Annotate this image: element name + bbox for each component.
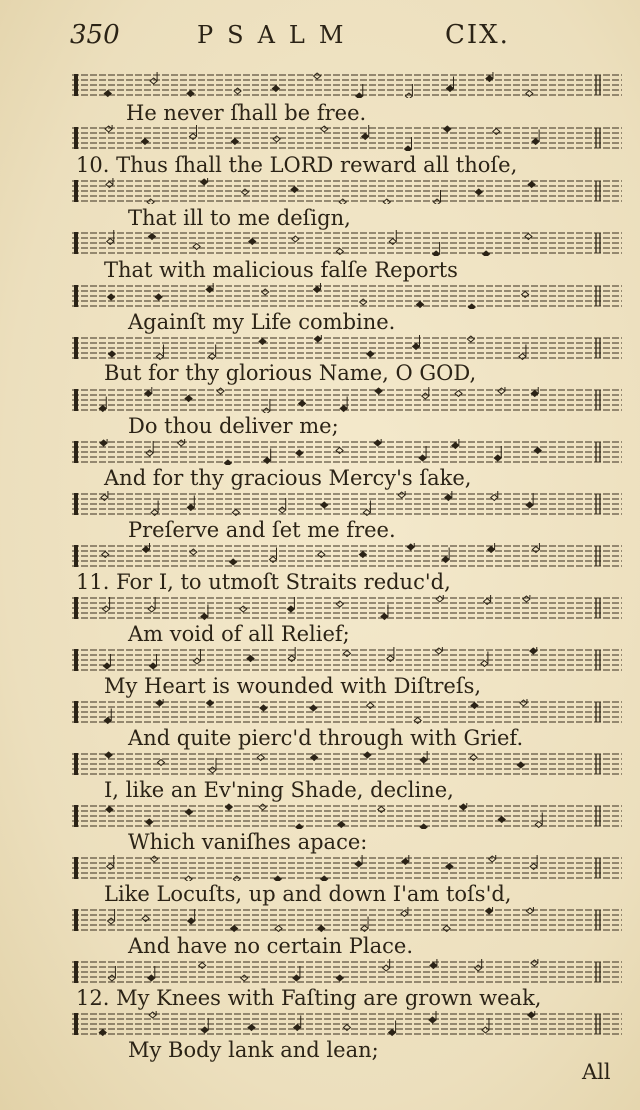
note-head [247,656,254,662]
note-head [104,709,111,724]
note-head [361,917,368,932]
note-head [532,130,539,145]
staff-engraving [72,699,632,725]
clef-mark [74,285,78,307]
note-head [436,595,443,602]
note-head [293,966,300,981]
note-head [336,975,343,981]
music-staff [72,230,632,256]
note-head [519,345,526,360]
note-head [193,244,200,250]
note-head [185,396,192,402]
clef-mark [74,127,78,149]
note-head [259,804,266,810]
note-head [530,855,537,870]
lyric-line: And for thy gracious Mercy's ſake, [104,466,472,490]
note-head [363,501,370,516]
music-staff [72,335,632,361]
note-head [446,864,453,870]
note-head [494,446,501,461]
note-head [367,351,374,357]
note-head [185,809,192,815]
lyric-line: Preſerve and ſet me free. [128,518,396,542]
note-head [318,552,325,558]
note-head [241,189,248,195]
note-head [383,959,390,971]
note-head [217,388,224,394]
note-head [522,292,529,298]
music-staff [72,751,632,777]
lyric-line: 12. My Knees with Faſting are grown weak, [76,986,542,1010]
lyric-line: Like Locuſts, up and down I'am toſs'd, [104,882,512,906]
staff-engraving [72,387,632,413]
clef-mark [74,337,78,359]
staff-engraving [72,230,632,256]
note-head [296,450,303,456]
note-head [526,91,533,97]
note-head [151,856,158,862]
lyric-line: 11. For I, to utmoſt Straits reduc'd, [76,570,451,594]
note-head [269,548,276,563]
note-head [146,819,153,825]
music-staff [72,439,632,465]
note-head [340,397,347,412]
note-head [107,230,114,245]
note-head [259,339,266,345]
note-head [292,236,299,242]
staff-engraving [72,335,632,361]
note-head [481,652,488,667]
note-head [108,351,115,357]
note-head [362,125,369,140]
note-head [106,807,113,813]
music-staff [72,647,632,673]
note-head [336,249,343,255]
note-head [190,125,197,140]
lyric-line: And quite pierc'd through with Grief. [128,726,524,750]
note-head [468,304,475,309]
note-head [262,289,269,295]
note-head [475,959,482,971]
note-head [299,401,306,407]
music-staff [72,907,632,933]
note-head [526,907,533,914]
note-head [447,77,454,92]
note-head [287,597,294,612]
note-head [209,345,216,360]
note-head [530,647,537,654]
catchword: All [582,1060,611,1084]
clef-mark [74,493,78,515]
note-head [498,817,505,823]
note-head [381,605,388,620]
note-head [201,1018,208,1033]
note-head [264,449,271,464]
note-head [375,388,382,394]
note-head [263,399,270,413]
note-head [156,699,163,706]
staff-engraving [72,959,632,985]
note-head [442,548,449,563]
note-head [291,187,298,193]
staff-engraving [72,803,632,829]
lyric-line: Do thou deliver me; [128,414,339,438]
note-head [419,446,426,461]
lyric-line: Am void of all Relief; [128,622,350,646]
note-head [249,239,256,245]
note-head [356,84,363,98]
note-head [364,752,371,758]
note-head [534,448,541,454]
note-head [199,963,206,969]
clef-mark [74,389,78,411]
staff-engraving [72,751,632,777]
note-head [201,178,208,185]
clef-mark [74,74,78,96]
note-head [422,387,429,399]
note-head [460,803,467,810]
staff-engraving [72,647,632,673]
note-head [187,496,194,511]
note-head [190,549,197,555]
lyric-line: Againſt my Life combine. [128,310,396,334]
clef-mark [74,649,78,671]
clef-mark [74,961,78,983]
note-head [294,1016,301,1031]
note-head [336,601,343,607]
note-head [528,1011,535,1018]
lyric-line: But for thy glorious Name, O GOD, [104,361,477,385]
note-head [413,335,420,350]
note-head [311,755,318,761]
note-head [486,907,493,914]
note-head [318,926,325,932]
note-head [260,705,267,711]
staff-engraving [72,439,632,465]
note-head [248,1025,255,1031]
note-head [433,242,440,256]
staff-engraving [72,491,632,517]
note-head [420,751,427,763]
note-head [102,552,109,558]
staff-engraving [72,907,632,933]
note-head [467,336,474,342]
note-head [525,234,532,240]
page-number: 350 [70,20,120,50]
clef-mark [74,232,78,254]
note-head [187,91,194,97]
note-head [482,1018,489,1033]
note-head [105,752,112,758]
staff-engraving [72,543,632,569]
note-head [517,762,524,768]
note-head [103,597,110,612]
note-head [389,230,396,245]
clef-mark [74,597,78,619]
note-head [359,552,366,558]
note-head [148,597,155,612]
clef-mark [74,857,78,879]
note-head [493,129,500,135]
note-head [343,651,350,657]
chapter-number: CIX. [445,20,510,50]
note-head [343,1025,350,1031]
note-head [383,199,390,204]
staff-engraving [72,178,632,204]
note-head [528,182,535,188]
note-head [150,72,157,84]
note-head [338,822,345,828]
note-head [429,1011,436,1023]
note-head [108,909,115,924]
note-head [149,1011,156,1018]
note-head [355,855,362,867]
lyric-line: That with malicious falſe Reports [104,258,458,282]
note-head [417,302,424,308]
note-head [405,84,412,98]
note-head [360,299,367,305]
staff-engraving [72,855,632,881]
music-staff [72,1011,632,1037]
music-staff [72,699,632,725]
note-head [288,647,295,662]
note-head [107,855,114,870]
music-staff [72,283,632,309]
note-head [209,758,216,773]
note-head [336,448,343,454]
lyric-line: And have no certain Place. [128,934,413,958]
note-head [378,807,385,813]
music-staff [72,491,632,517]
note-head [314,73,321,79]
note-head [272,86,279,92]
staff-engraving [72,283,632,309]
note-head [151,501,158,516]
note-head [108,966,115,981]
clef-mark [74,805,78,827]
note-head [483,251,490,256]
note-head [148,966,155,981]
staff-engraving [72,72,632,98]
note-head [193,649,200,664]
lyric-line: I, like an Ev'ning Shade, decline, [104,778,454,802]
note-head [405,137,412,151]
running-title: PSALM [197,21,358,49]
note-head [206,700,213,706]
note-head [108,294,115,300]
note-head [100,439,107,446]
note-head [535,813,542,828]
lyric-line: 10. Thus ſhall the LORD reward all thoſe, [76,153,518,177]
note-head [420,824,427,829]
note-head [389,1021,396,1036]
note-head [434,190,441,204]
music-staff [72,595,632,621]
note-head [367,703,374,709]
note-head [234,88,241,94]
note-head [455,391,462,397]
music-staff [72,178,632,204]
note-head [225,804,232,810]
note-head [310,705,317,711]
note-head [99,397,106,412]
staff-engraving [72,1011,632,1037]
note-head [155,294,162,300]
clef-mark [74,701,78,723]
lyric-line: My Heart is wounded with Diſtreſs, [104,674,482,698]
note-head [444,126,451,132]
note-head [188,909,195,924]
music-staff [72,543,632,569]
note-head [141,139,148,145]
staff-engraving [72,595,632,621]
music-staff [72,125,632,151]
note-head [314,335,321,342]
note-head [148,234,155,240]
note-head [99,1030,106,1036]
note-head [142,916,149,922]
lyric-line: He never ſhall be free. [126,101,367,125]
note-head [104,91,111,97]
note-head [232,510,239,516]
clef-mark [74,1013,78,1035]
lyric-line: Which vaniſhes apace: [128,830,368,854]
note-head [526,493,533,508]
lyric-line: That ill to me deſign, [128,206,351,230]
note-head [231,139,238,145]
clef-mark [74,753,78,775]
clef-mark [74,180,78,202]
staff-engraving [72,125,632,151]
note-head [470,755,477,761]
note-head [103,654,110,669]
note-head [146,441,153,456]
music-staff [72,855,632,881]
note-head [273,136,280,142]
note-head [157,760,164,766]
note-head [321,502,328,508]
note-head [475,189,482,195]
clef-mark [74,545,78,567]
note-head [230,559,237,565]
music-staff [72,387,632,413]
note-head [374,439,381,446]
clef-mark [74,909,78,931]
music-staff [72,72,632,98]
music-staff [72,959,632,985]
note-head [201,605,208,620]
note-head [241,975,248,981]
note-head [257,755,264,761]
music-staff [72,803,632,829]
note-head [240,606,247,612]
note-head [150,654,157,669]
note-head [443,926,450,932]
note-head [471,703,478,709]
lyric-line: My Body lank and lean; [128,1038,379,1062]
note-head [387,647,394,662]
clef-mark [74,441,78,463]
note-head [231,926,238,932]
note-head [414,718,421,724]
note-head [407,543,414,550]
note-head [275,926,282,932]
note-head [279,498,286,513]
note-head [156,345,163,360]
note-head [321,126,328,132]
